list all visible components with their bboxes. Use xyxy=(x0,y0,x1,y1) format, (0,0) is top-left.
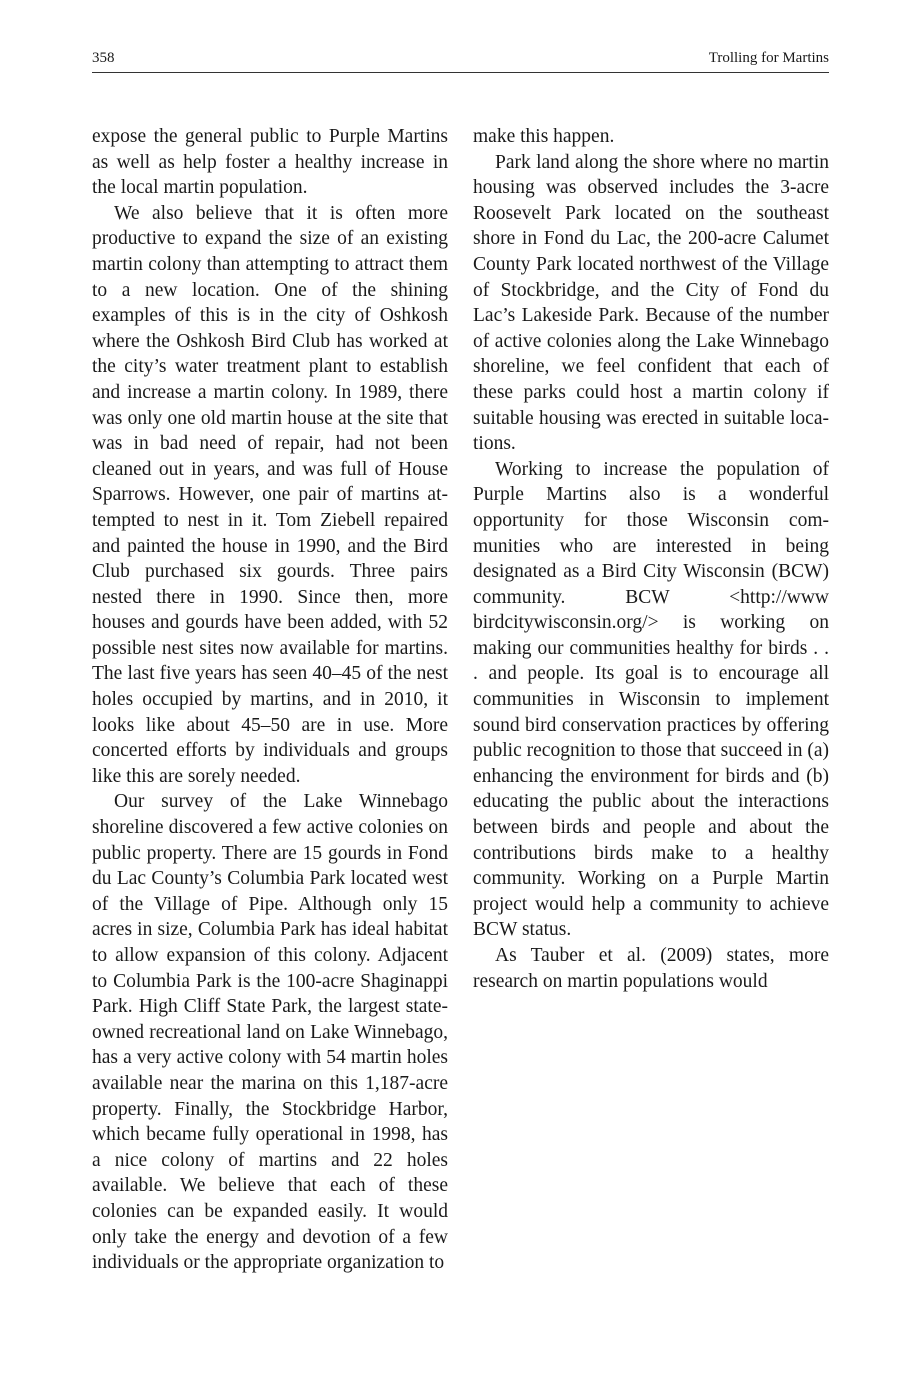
paragraph: expose the general public to Purple Martins as well as help foster a healthy increase in the local martin population. xyxy=(92,126,448,199)
page-number: 358 xyxy=(92,50,115,66)
right-column xyxy=(473,124,829,994)
paragraph: Our survey of the Lake Winnebago shoreline discovered a few active colonies on public property. There are 15 gourds in Fond du Lac County’s Columbia Park located west of the Village of Pipe. Although only 15 acres in size, Columbia Park has ideal habitat to allow expansion of this colony. Adjacent to Columbia Park is the 100-acre Shaginappi Park. High Cliff State Park, the largest state-owned recreational land on Lake Winnebago, has a very active colony with 54 martin holes available near the marina on this 1,187-acre property. Finally, the Stockbridge Harbor, which became fully operational in 1998, has a nice colony of martins and 22 holes available. We believe that each of these colonies can be expanded easily. It would only take the energy and devotion of a few individuals or the appropriate organization to xyxy=(92,791,448,1274)
paragraph: Working to increase the population of Purple Martins also is a wonderful opportunity for those Wisconsin communities who are interested in being designated as a Bird City Wisconsin (BCW) community. BCW <http://www birdcitywisconsin.org/> is working on making our communities healthy for birds . . . and people. Its goal is to encourage all communities in Wisconsin to implement sound bird conservation practices by offering public recognition to those that succeed in (a) enhancing the environment for birds and (b) educating the public about the interactions between birds and people and about the contributions birds make to a healthy community. Working on a Purple Martin project would help a community to achieve BCW status. xyxy=(473,458,829,941)
paragraph: As Tauber et al. (2009) states, more research on martin populations would xyxy=(473,945,829,992)
paragraph-continued: make this happen. xyxy=(473,126,615,147)
left-column xyxy=(92,124,448,1276)
running-head xyxy=(92,48,829,73)
running-title: Trolling for Martins xyxy=(708,50,829,66)
paragraph: We also believe that it is often more productive to expand the size of an existing martin colony than attempting to attract them to a new location. One of the shining examples of this is in the city of Oshkosh where the Oshkosh Bird Club has worked at the city’s water treatment plant to establish and increase a martin colony. In 1989, there was only one old martin house at the site that was in bad need of repair, had not been cleaned out in years, and was full of House Sparrows. However, one pair of martins attempted to nest in it. Tom Ziebell repaired and painted the house in 1990, and the Bird Club purchased six gourds. Three pairs nested there in 1990. Since then, more houses and gourds have been added, with 52 possible nest sites now available for martins. The last five years has seen 40–45 of the nest holes occupied by martins, and in 2010, it looks like about 45–50 are in use. More concerted efforts by individuals and groups like this are sorely needed. xyxy=(92,202,448,787)
paragraph: Park land along the shore where no martin housing was observed includes the 3-acre Roosevelt Park located on the southeast shore in Fond du Lac, the 200-acre Calumet County Park located northwest of the Village of Stockbridge, and the City of Fond du Lac’s Lakeside Park. Because of the number of active colonies along the Lake Winnebago shoreline, we feel confident that each of these parks could host a martin colony if suitable housing was erected in suitable locations. xyxy=(473,151,829,455)
